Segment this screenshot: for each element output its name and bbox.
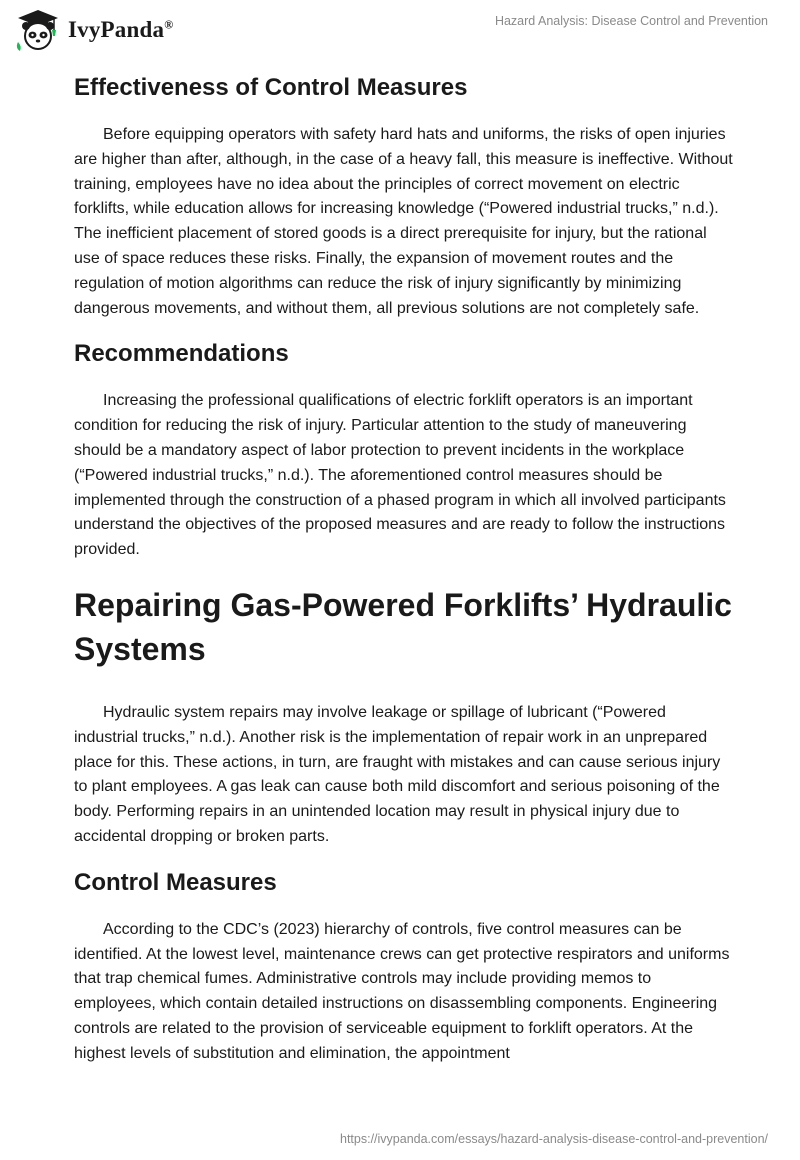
paragraph-effectiveness: Before equipping operators with safety hard hats and uniforms, the risks of open injuries are higher than after, although, in the case of a heavy fall, this measure is ineffective. Without training, employees have no idea about the principles of correct movement on electric forklifts, while education allows for increasing knowledge (“Powered industrial trucks,” n.d.). The inefficient placement of stored goods is a direct prerequisite for injury, but the rational use of space reduces these risks. Finally, the expansion of movement routes and the regulation of motion algorithms can reduce the risk of injury significantly by minimizing dangerous movements, and without them, all previous solutions are not completely safe. <box>74 126 733 317</box>
section-heading-repairing-hydraulic: Repairing Gas-Powered Forklifts’ Hydraulic Systems <box>74 586 732 667</box>
article-content <box>74 66 734 1067</box>
logo-wordmark: IvyPanda® <box>68 17 174 42</box>
paragraph-recommendations: Increasing the professional qualifications of electric forklift operators is an important condition for reducing the risk of injury. Particular attention to the study of maneuvering should be a mandatory aspect of labor protection to prevent incidents in the workplace (“Powered industrial trucks,” n.d.). The aforementioned control measures should be implemented through the construction of a phased program in which all involved participants understand the objectives of the proposed measures and are ready to follow the instructions provided. <box>74 392 726 559</box>
source-url-link[interactable]: https://ivypanda.com/essays/hazard-analysis-disease-control-and-prevention/ <box>340 1132 768 1146</box>
registered-mark: ® <box>164 17 174 32</box>
section-heading-recommendations: Recommendations <box>74 340 289 368</box>
section-heading-control-measures: Control Measures <box>74 868 277 896</box>
page-header <box>0 0 800 64</box>
section-heading-effectiveness: Effectiveness of Control Measures <box>74 74 468 101</box>
ivypanda-logo[interactable] <box>14 8 173 52</box>
panda-graduate-icon <box>14 8 62 52</box>
running-title: Hazard Analysis: Disease Control and Prevention <box>494 14 768 28</box>
paragraph-repairing-hydraulic: Hydraulic system repairs may involve leakage or spillage of lubricant (“Powered industrial trucks,” n.d.). Another risk is the implementation of repair work in an unprepared place for this. These actions, in turn, are fraught with mistakes and can cause serious injury to plant employees. A gas leak can cause both mild discomfort and serious poisoning of the body. Performing repairs in an unintended location may result in physical injury due to accidental dropping or broken parts. <box>74 703 721 845</box>
paragraph-control-measures: According to the CDC’s (2023) hierarchy of controls, five control measures can be identified. At the lowest level, maintenance crews can get protective respirators and uniforms that trap chemical fumes. Administrative controls may include providing memos to employees, which contain detailed instructions on disassembling components. Engineering controls are related to the provision of serviceable equipment to forklift operators. At the highest levels of substitution and elimination, the appointment <box>74 920 730 1062</box>
